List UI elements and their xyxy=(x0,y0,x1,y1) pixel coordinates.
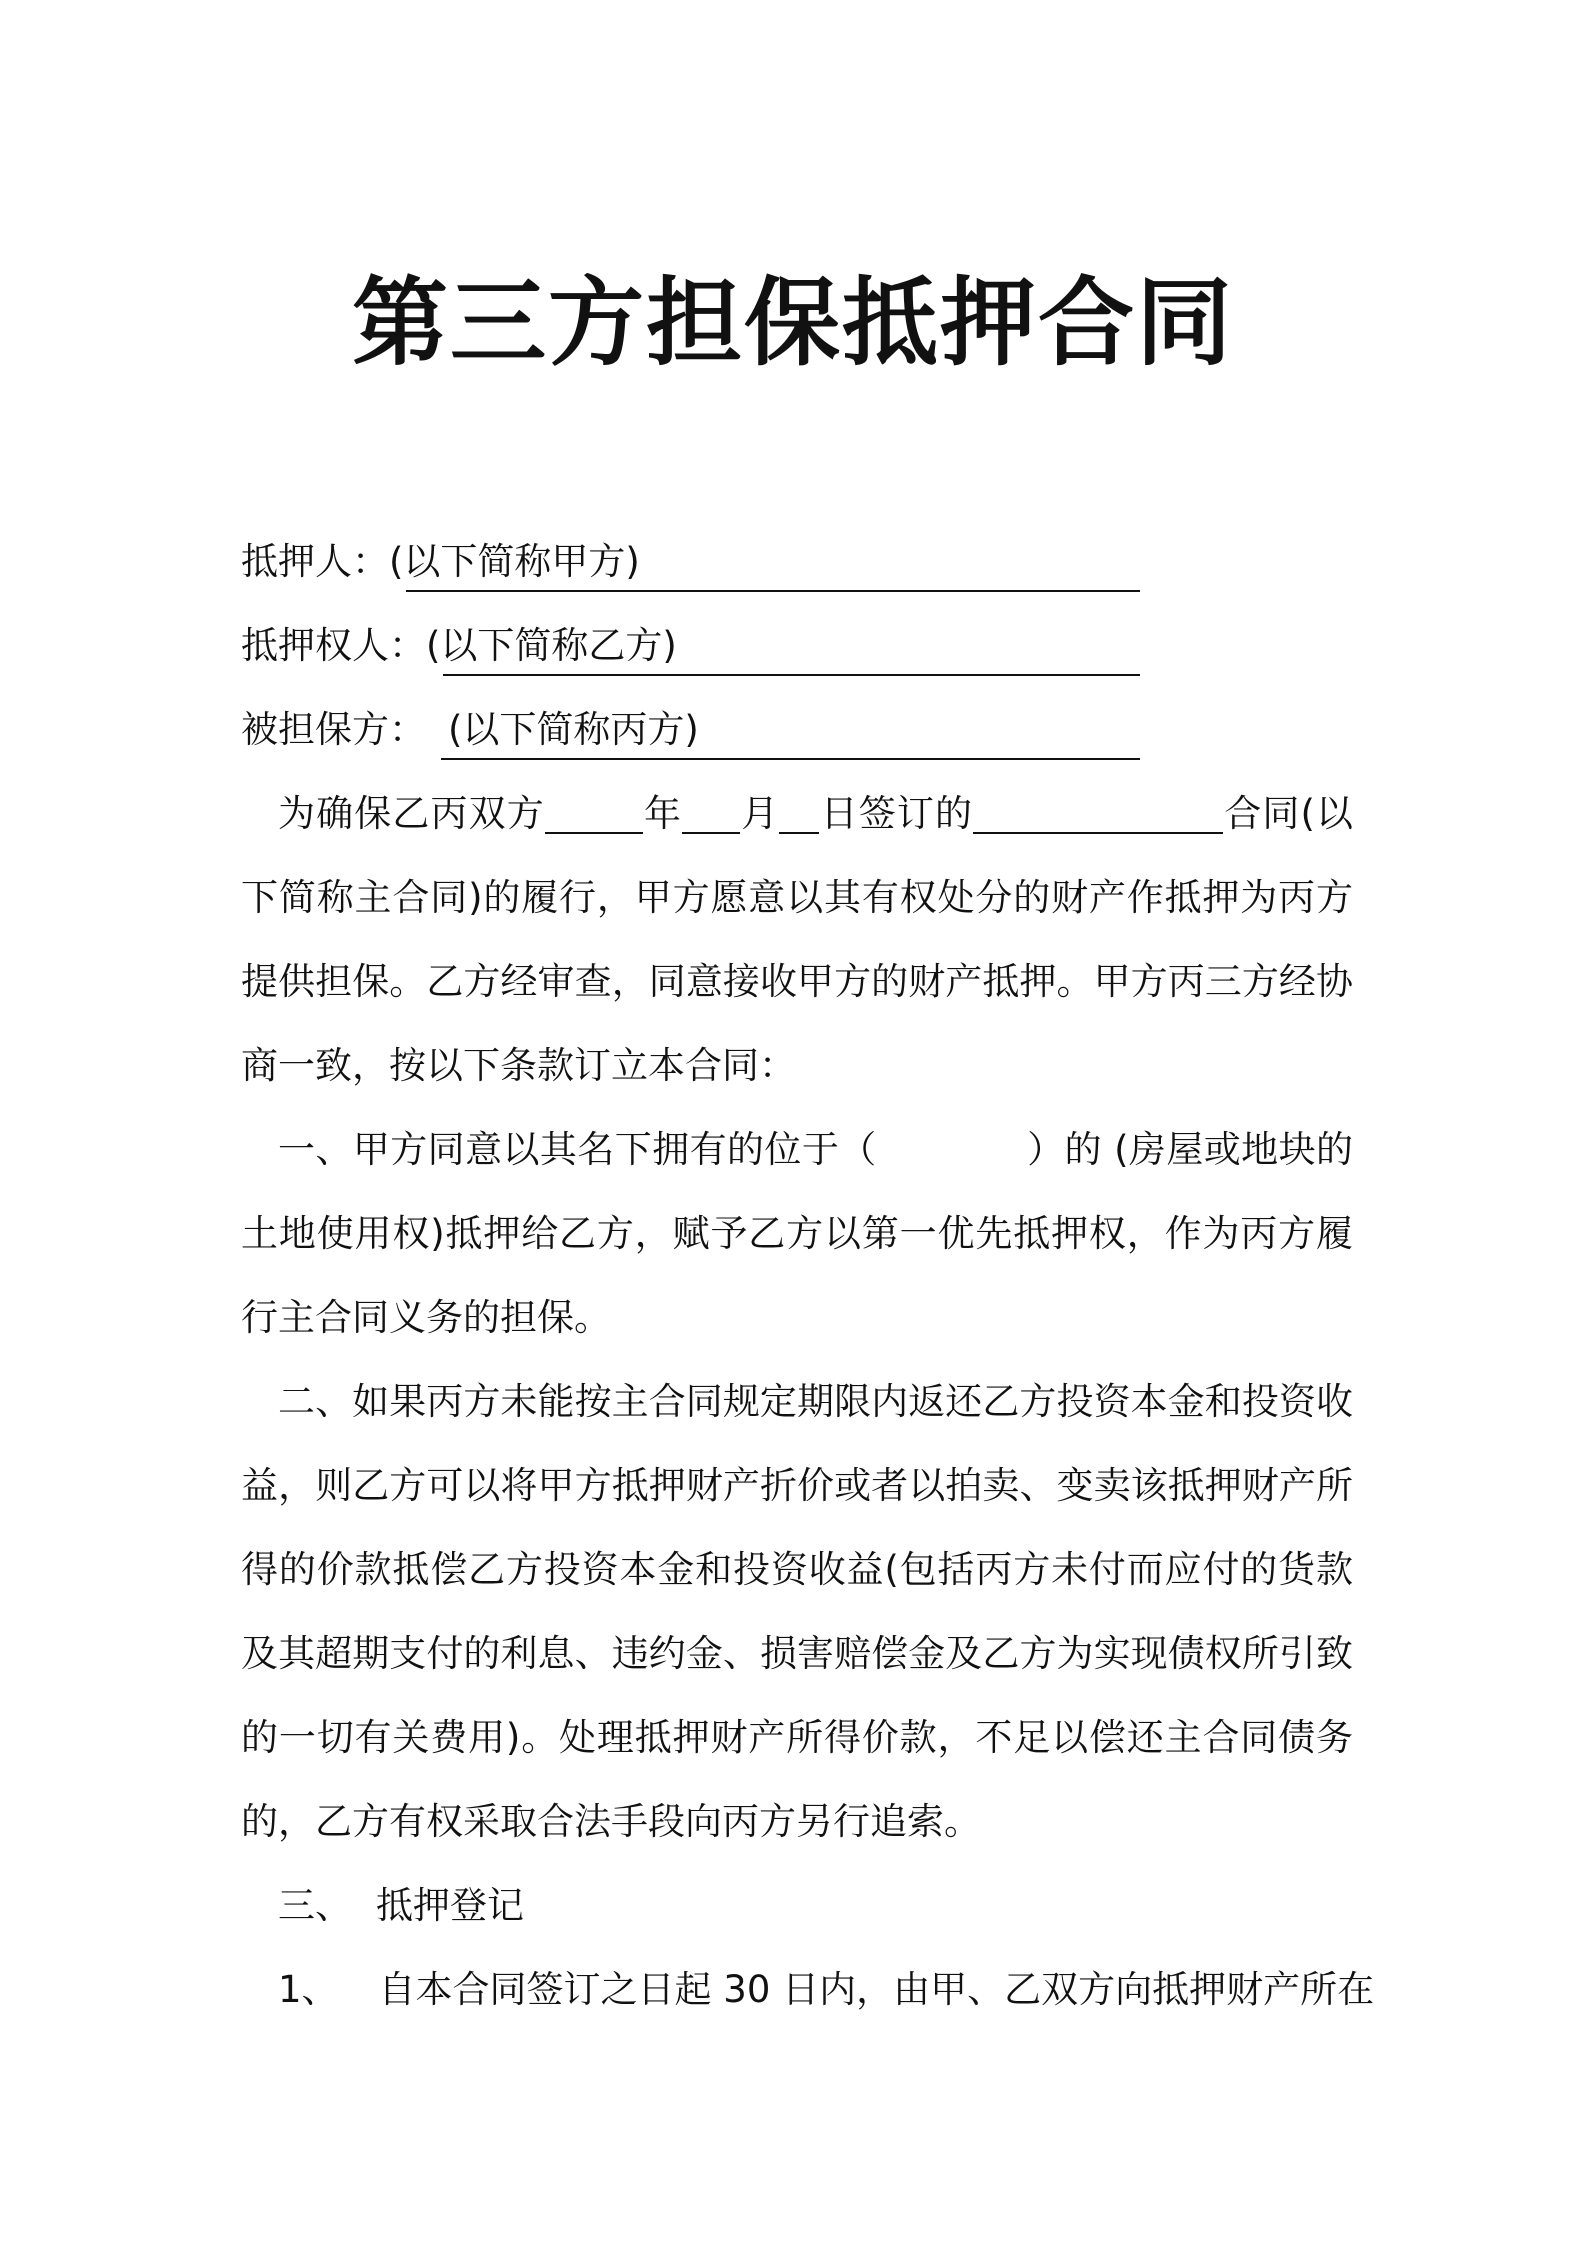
intro-day: 日签订的 xyxy=(819,792,974,835)
clause-1-text-1: 一、甲方同意以其名下拥有的位于（ xyxy=(278,1128,877,1171)
intro-month: 月 xyxy=(740,792,780,835)
intro-year: 年 xyxy=(642,792,683,835)
party-row-mortgagee xyxy=(241,604,677,688)
blank-day xyxy=(779,792,819,834)
document-title: 第三方担保抵押合同 xyxy=(352,267,1234,379)
clause-3-number: 三、 xyxy=(278,1884,352,1927)
party-value: (以下简称丙方) xyxy=(448,708,699,751)
party-value: (以下简称甲方) xyxy=(389,540,640,583)
party-label: 被担保方： xyxy=(241,708,426,751)
clause-1-text-2: ）的 (房屋或地块的土地使用权)抵押给乙方，赋予乙方以第一优先抵押权，作为丙方履行主合同义务的担保。 xyxy=(241,1128,1354,1339)
party-label: 抵押权人： xyxy=(241,624,426,667)
clause-2 xyxy=(241,1360,1353,1864)
clause-3-item-1 xyxy=(241,1948,1375,2032)
blank-month xyxy=(682,792,740,834)
party-label: 抵押人： xyxy=(241,540,389,583)
clause-3-heading xyxy=(241,1864,1353,1948)
fill-line xyxy=(441,758,1140,760)
fill-line xyxy=(406,590,1140,592)
blank-contract xyxy=(973,792,1223,834)
clause-3-title: 抵押登记 xyxy=(376,1884,524,1927)
clause-2-text: 二、如果丙方未能按主合同规定期限内返还乙方投资本金和投资收益，则乙方可以将甲方抵押财产折价或者以拍卖、变卖该抵押财产所得的价款抵偿乙方投资本金和投资收益(包括丙方未付而应付的货款及其超期支付的利息、违约金、损害赔偿金及乙方为实现债权所引致的一切有关费用)。处理抵押财产所得价款，不足以偿还主合同债务的，乙方有权采取合法手段向丙方另行追索。 xyxy=(241,1380,1353,1843)
party-row-guaranteed xyxy=(241,688,699,772)
intro-text-2: 合同(以下简称主合同)的履行，甲方愿意以其有权处分的财产作抵押为丙方提供担保。乙方经审查，同意接收甲方的财产抵押。甲方丙三方经协商一致，按以下条款订立本合同： xyxy=(241,792,1354,1087)
party-value: (以下简称乙方) xyxy=(426,624,677,667)
blank-location xyxy=(877,1122,1027,1162)
intro-paragraph xyxy=(241,772,1353,1108)
fill-line xyxy=(443,674,1140,676)
item-1-text: 自本合同签订之日起 30 日内，由甲、乙双方向抵押财产所在 xyxy=(378,1968,1375,2011)
item-1-number: 1、 xyxy=(278,1968,339,2011)
clause-1 xyxy=(241,1108,1353,1360)
intro-text-1: 为确保乙丙双方 xyxy=(278,792,545,835)
blank-year xyxy=(545,792,643,834)
party-row-mortgagor xyxy=(241,520,640,604)
